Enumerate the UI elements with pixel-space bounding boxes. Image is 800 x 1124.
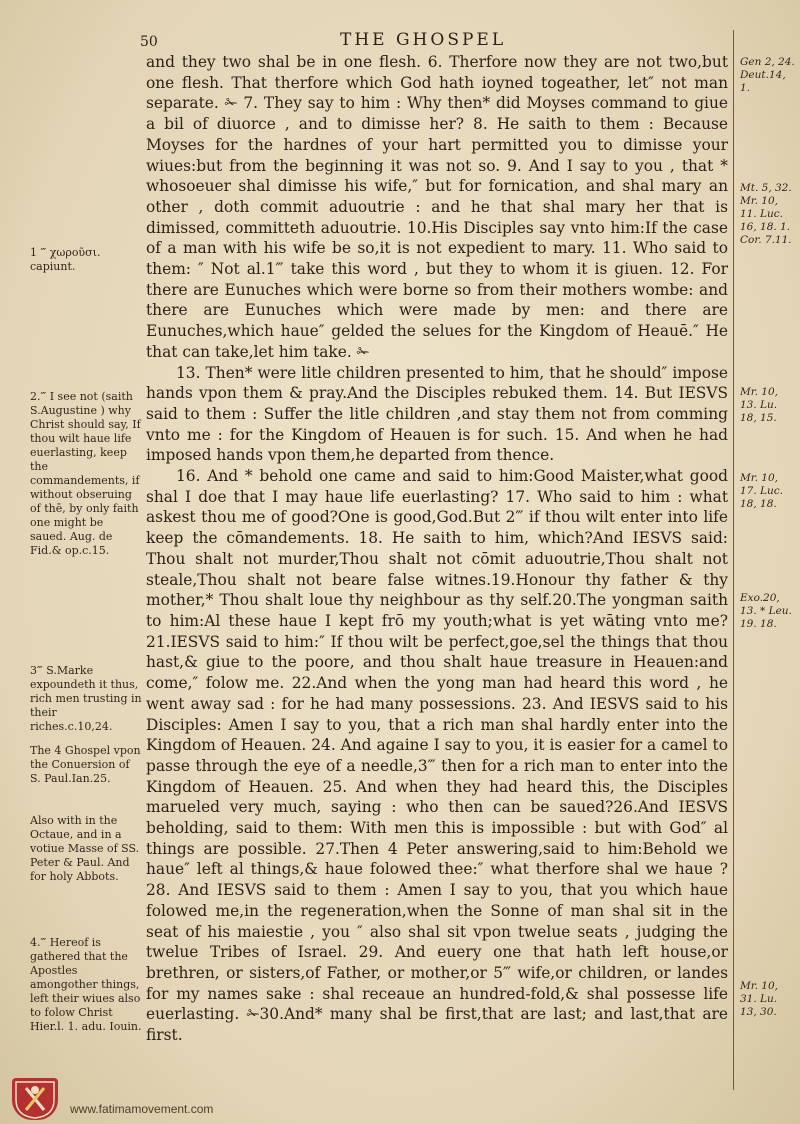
- margin-note: 2.‴ I see not (saith S.Augustine ) why Christ should say, If thou wilt haue life euerlasting, keep the commandements, if without obseruing of thē, by only faith one might be saued. Aug. de Fid.& op.c.15.: [30, 390, 141, 557]
- cross-reference: Mr. 10, 31. Lu. 13, 30.: [740, 980, 778, 1018]
- margin-note: 1 ‴ χωροῦσι. capiunt.: [30, 246, 101, 273]
- cross-reference: Exo.20, 13. * Leu. 19. 18.: [740, 592, 792, 630]
- cross-reference: Gen 2, 24. Deut.14, 1.: [740, 56, 795, 94]
- running-title: THE GHOSPEL: [340, 30, 507, 50]
- cross-reference: Mr. 10, 13. Lu. 18, 15.: [740, 386, 778, 424]
- paragraph: 13. Then* were litle children presented to him, that he should″ impose hands vpon them & pray.And the Disciples rebuked them. 14. But IESVS said to them : Suffer the litle children ,and stay them not from comming vnto me : for the Kingdom of Heauen is for such. 15. And when he had imposed hands vpon them,he departed from thence.: [146, 363, 728, 465]
- cross-reference: Mr. 10, 17. Luc. 18, 18.: [740, 472, 783, 510]
- page-number: 50: [140, 34, 158, 50]
- margin-note: 3‴ S.Marke expoundeth it thus, rich men trusting in their riches.c.10,24.: [30, 664, 142, 733]
- margin-note: The 4 Ghospel vpon the Conuersion of S. Paul.Ian.25.: [30, 744, 141, 785]
- paragraph: 16. And * behold one came and said to him:Good Maister,what good shal I doe that I may haue life euerlasting? 17. Who said to him : what askest thou me of good?One is good,God.But 2‴ if thou wilt enter into life keep the cōmandements. 18. He saith to him, which?And IESVS said: Thou shalt not murder,Thou shalt not cōmit aduoutrie,Thou shalt not steale,Thou shalt not beare false witnes.19.Honour thy father & thy mother,* Thou shalt loue thy neighbour as thy self.20.The yongman saith to him:Al these haue I kept frō my youth;what is yet wāting vnto me?21.IESVS said to him:″ If thou wilt be perfect,goe,sel the things that thou hast,& giue to the poore, and thou shalt haue treasure in Heauen:and come,″ folow me. 22.And when the yong man had heard this word , he went away sad : for he had many possessions. 23. And IESVS said to his Disciples: Amen I say to you, that a rich man shal hardly enter into the Kingdom of Heauen. 24. And againe I say to you, it is easier for a camel to passe through the eye of a needle,3‴ then for a rich man to enter into the Kingdom of Heauen. 25. And when they had heard this, the Disciples marueled very much, saying : who then can be saued?26.And IESVS beholding, said to them: With men this is impossible : but with God″ al things are possible. 27.Then 4 Peter answering,said to him:Behold we haue″ left al things,& haue folowed thee:″ what therfore shal we haue ? 28. And IESVS said to them : Amen I say to you, that you which haue folowed me,in the regeneration,when the Sonne of man shal sit in the seat of his maiestie , you ″ also shal sit vpon twelue seats , judging the twelue Tribes of Israel. 29. And euery one that hath left house,or brethren, or sisters,of Father, or mother,or 5‴ wife,or children, or landes for my names sake : shal receaue an hundred-fold,& shal possesse life euerlasting. ✁30.And* many shal be first,that are last; and last,that are first.: [146, 467, 728, 1045]
- footer-url[interactable]: www.fatimamovement.com: [70, 1102, 214, 1116]
- margin-note: 4.‴ Hereof is gathered that the Apostles amongother things, left their wiues also to folow Christ Hier.l. 1. adu. Iouin.: [30, 936, 142, 1033]
- papal-seal-icon: [12, 1078, 58, 1120]
- page-header: [0, 28, 800, 52]
- scripture-text: [146, 52, 728, 1046]
- paragraph: and they two shal be in one flesh. 6. Therfore now they are not two,but one flesh. That therfore which God hath ioyned togeather, let″ not man separate. ✁ 7. They say to him : Why then* did Moyses command to giue a bil of diuorce , and to dimisse her? 8. He saith to them : Because Moyses for the hardnes of your hart permitted you to dimisse your wiues:but from the beginning it was not so. 9. And I say to you , that * whosoeuer shal dimisse his wife,″ but for fornication, and shal mary an other , doth commit aduoutrie : and he that shal mary her that is dimissed, committeth aduoutrie. 10.His Disciples say vnto him:If the case of a man with his wife be so,it is not expedient to mary. 11. Who said to them: ″ Not al.1‴ take this word , but they to whom it is giuen. 12. For there are Eunuches which were borne so from their mothers wombe: and there are Eunuches which were made by men: and there are Eunuches,which haue″ gelded the selues for the Kingdom of Heauē.″ He that can take,let him take. ✁: [146, 53, 728, 361]
- margin-note: Also with in the Octaue, and in a votiue Masse of SS. Peter & Paul. And for holy Abbots.: [30, 814, 140, 883]
- cross-reference: Mt. 5, 32. Mr. 10, 11. Luc. 16, 18. 1. Cor. 7.11.: [740, 182, 792, 246]
- margin-rule: [733, 30, 734, 1090]
